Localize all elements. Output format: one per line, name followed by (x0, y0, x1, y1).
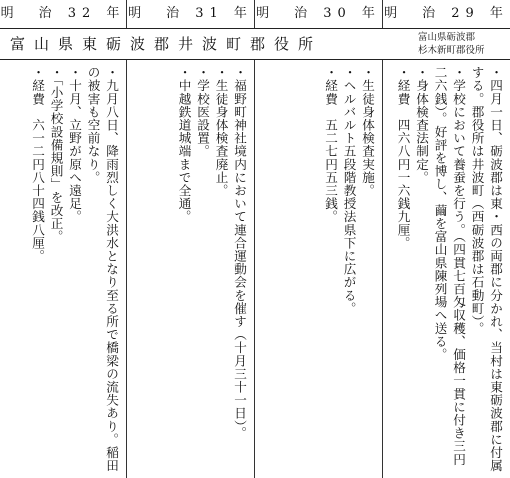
former-district-office (418, 31, 508, 57)
entry-30-herbart: ・ヘルバルト五段階教授法県下に広がる。 (341, 66, 357, 315)
year-header-meiji-30: 明 治 30 年 (255, 0, 383, 28)
column-meiji-29 (383, 60, 510, 478)
entry-29-expense: ・経費 四六八円一六銭九厘。 (395, 66, 411, 250)
column-meiji-32 (0, 60, 127, 478)
district-office-name: 富山県東砺波郡井波町郡役所 (10, 35, 323, 53)
entry-30-checkup: ・生徒身体検査実施。 (360, 66, 375, 197)
year-header-meiji-32: 明 治 32 年 (0, 0, 127, 28)
year-header-row (0, 0, 510, 28)
former-district-office-line2: 杉木新町郡役所 (418, 45, 485, 56)
entry-32-excursion: ・十月、立野が原へ遠足。 (67, 66, 82, 224)
entry-31-checkup-abolished: ・生徒身体検査廃止。 (213, 66, 229, 197)
year-header-meiji-31: 明 治 31 年 (127, 0, 255, 28)
district-office-row (0, 28, 510, 60)
entry-29-checkup-law: ・身体検査法制定。 (414, 66, 429, 184)
year-header-meiji-29: 明 治 29 年 (384, 6, 509, 21)
entry-31-school-doctor: ・学校医設置。 (195, 66, 210, 158)
column-meiji-30 (255, 60, 383, 478)
entry-32-flood: ・九月八日、降雨烈しく大洪水となり至る所で橋梁の流失あり。稲田の被害も空前なり。 (85, 66, 119, 473)
former-district-office-line1: 富山県砺波郡 (418, 32, 476, 43)
entry-30-expense: ・経費 五二七円五三銭。 (323, 66, 338, 224)
entry-32-expense: ・経費 六一二円八十四銭八厘。 (30, 66, 45, 263)
column-meiji-31 (127, 60, 255, 478)
entry-29-sericulture: ・学校において養蚕を行う。（四貫七百匁収穫、価格一貫に付き三円二六銭）。好評を博し、繭を富山県陳列場へ送る。 (432, 66, 466, 466)
entry-32-regulation: ・「小学校設備規則」を改正。 (48, 66, 64, 244)
entry-31-sports-day: ・福野町神社境内において連合運動会を催す（十月三十一日）。 (232, 66, 247, 440)
entry-31-railway: ・中越鉄道城端まで全通。 (176, 66, 192, 224)
entry-29-district-split: ・四月一日、砺波郡は東・西の両郡に分かれ、当村は東砺波郡に付属する。郡役所は井波町（西砺波郡は石動町）。 (469, 66, 503, 473)
